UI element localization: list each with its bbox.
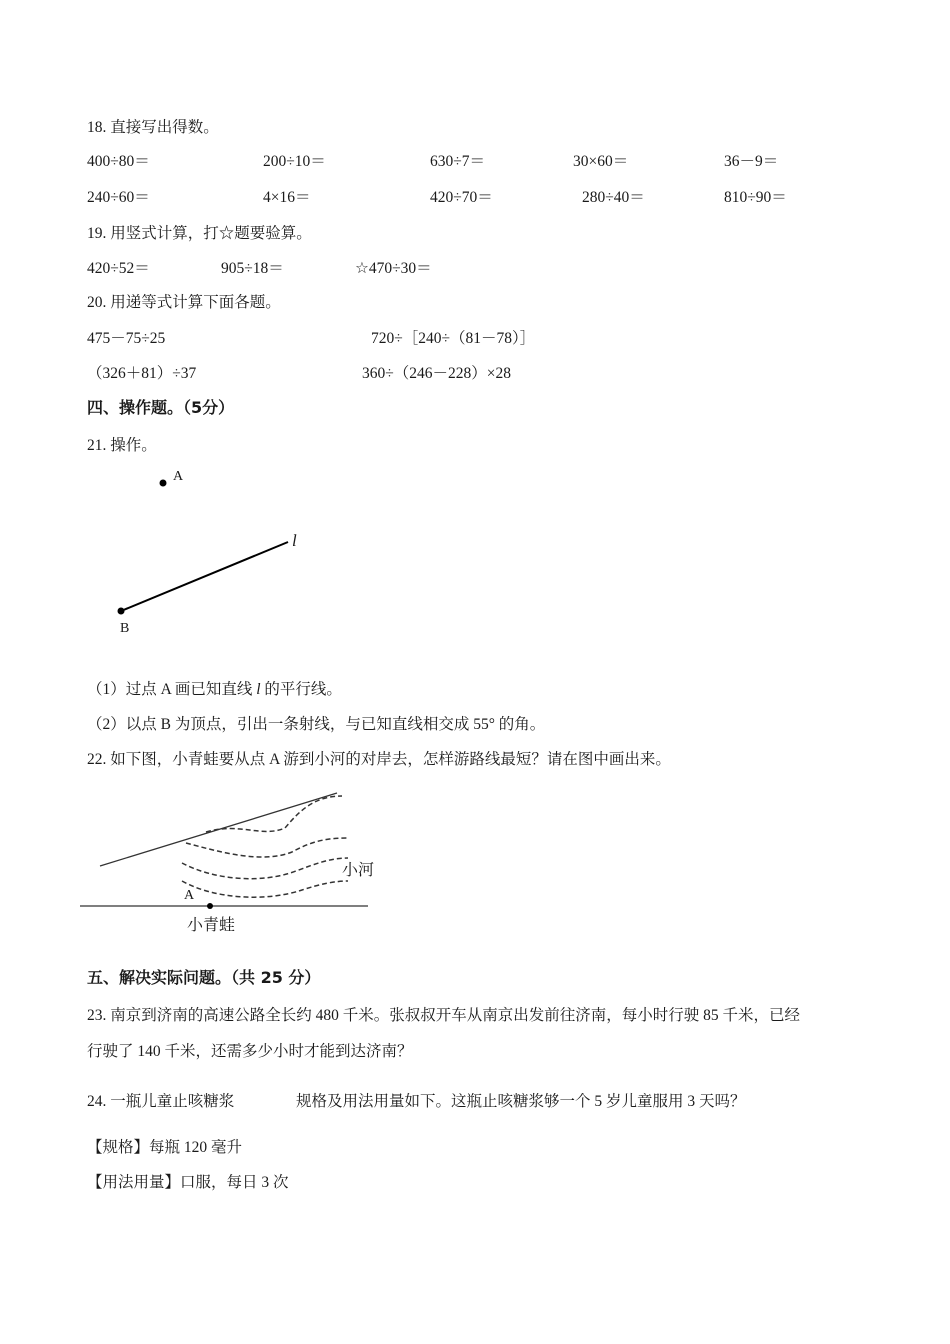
q19-title: 19. 用竖式计算，打☆题要验算。 [87,225,312,242]
q22-river-label: 小河 [342,862,375,879]
q18-title: 18. 直接写出得数。 [87,119,219,136]
q20-item-2: 720÷［240÷（81－78）］ [371,330,536,347]
section-5-heading: 五、解决实际问题。（共 25 分） [87,968,321,987]
q19-item-1: 420÷52＝ [87,260,150,277]
river-waves [182,796,348,897]
q21-point-a-label: A [173,469,184,484]
q20-item-1: 475－75÷25 [87,330,166,347]
q19-item-3: ☆470÷30＝ [355,260,432,277]
q18-r2-c4: 280÷40＝ [582,189,645,206]
q20-title: 20. 用递等式计算下面各题。 [87,294,281,311]
q24-usage: 【用法用量】口服，每日 3 次 [87,1174,289,1191]
point-a-dot [160,480,167,487]
q23-line-1: 23. 南京到济南的高速公路全长约 480 千米。张叔叔开车从南京出发前往济南，每小时行驶 85 千米，已经 [87,1007,801,1024]
q23-line-2: 行驶了 140 千米，还需多少小时才能到达济南？ [87,1043,413,1060]
section-4-heading: 四、操作题。（5分） [87,398,235,417]
q22-title: 22. 如下图，小青蛙要从点 A 游到小河的对岸去，怎样游路线最短？请在图中画出来。 [87,751,671,768]
q21-sub-1 [87,680,342,700]
q24-title-b: 规格及用法用量如下。这瓶止咳糖浆够一个 5 岁儿童服用 3 天吗？ [296,1093,746,1110]
q20-item-3: （326＋81）÷37 [87,365,197,382]
q18-r2-c1: 240÷60＝ [87,189,150,206]
q20-item-4: 360÷（246－228）×28 [362,365,511,382]
q19-item-2: 905÷18＝ [221,260,284,277]
q21-sub-2: （2）以点 B 为顶点，引出一条射线，与已知直线相交成 55° 的角。 [87,716,546,733]
q21-sub-1-suffix: 的平行线。 [260,681,342,698]
q18-r1-c1: 400÷80＝ [87,153,150,170]
q24-title-a: 24. 一瓶儿童止咳糖浆 [87,1093,235,1110]
q21-line-l-label: l [292,531,297,550]
q18-r2-c2: 4×16＝ [263,189,311,206]
q18-r1-c5: 36－9＝ [724,153,779,170]
q18-r2-c5: 810÷90＝ [724,189,787,206]
q21-sub-1-var: l [256,681,261,698]
line-l [121,542,288,611]
q18-r2-c3: 420÷70＝ [430,189,493,206]
q21-title: 21. 操作。 [87,437,157,454]
q18-r1-c2: 200÷10＝ [263,153,326,170]
q22-frog-label: 小青蛙 [187,917,236,934]
frog-point-a [207,903,213,909]
q18-r1-c4: 30×60＝ [573,153,629,170]
q21-point-b-label: B [120,621,130,636]
q24-spec: 【规格】每瓶 120 毫升 [87,1139,243,1156]
q22-point-a-label: A [184,888,195,903]
point-b-dot [118,608,125,615]
q21-sub-1-prefix: （1）过点 A 画已知直线 [87,681,257,698]
q18-r1-c3: 630÷7＝ [430,153,486,170]
